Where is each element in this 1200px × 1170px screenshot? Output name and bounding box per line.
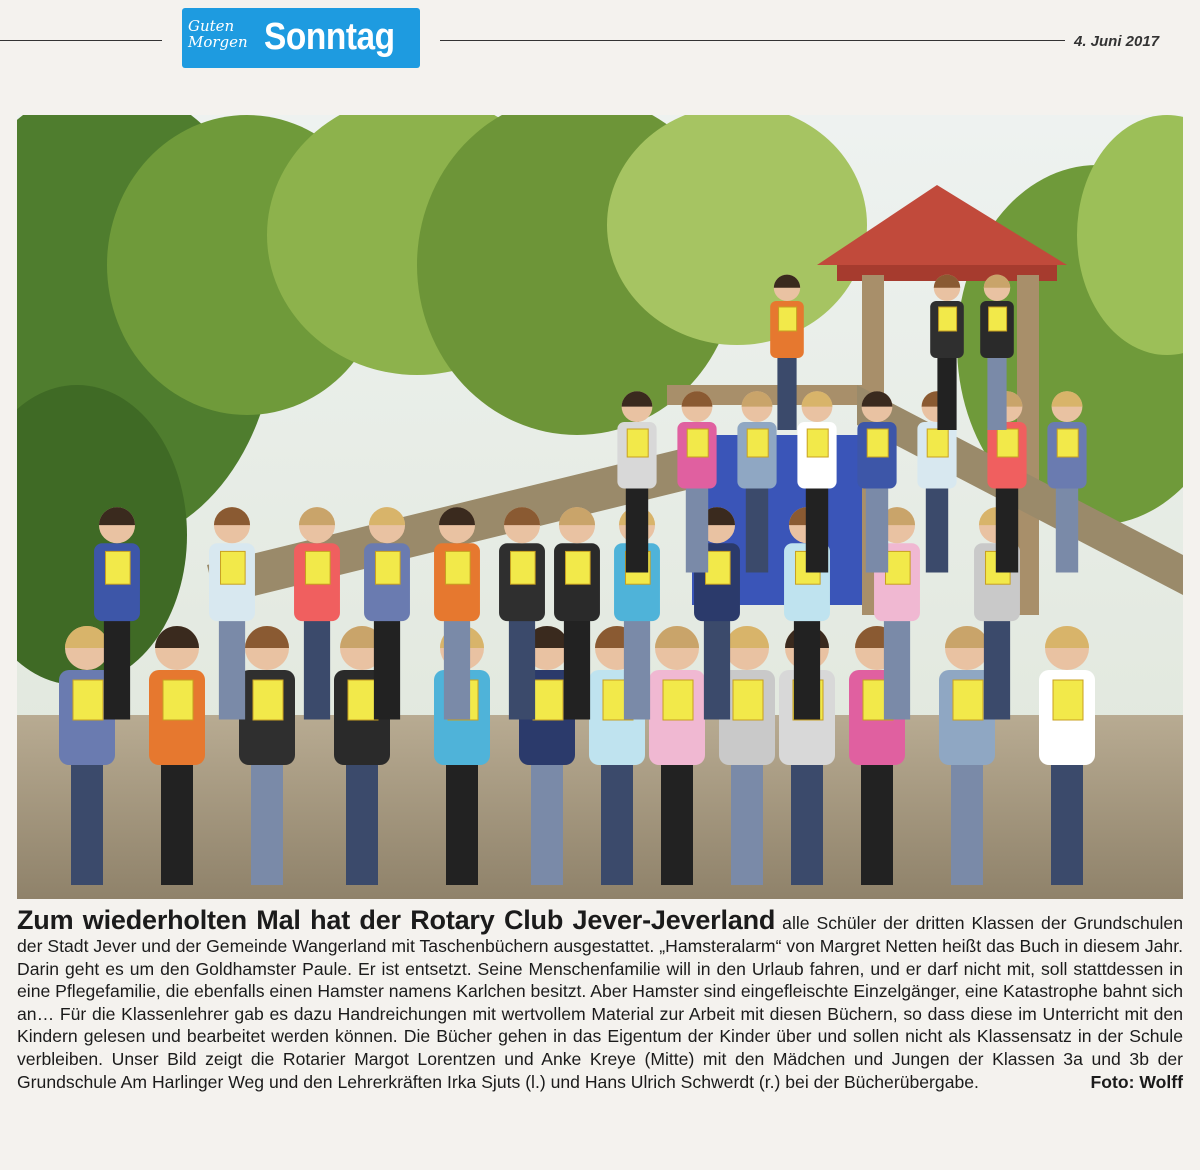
child-legs — [794, 613, 820, 720]
article-body: alle Schüler der dritten Klassen der Grundschulen der Stadt Jever und der Gemeinde Wangerland mit Taschenbüchern ausgestattet. „Hamsteralarm“ von Margret Netten heißt das Buch in diesem Jahr. Darin geht es um den Goldhamster Paule. Er ist entsetzt. Seine Menschenfamilie will in den Urlaub fahren, und er darf nicht mit, soll stattdessen in eine Pflegefamilie, die ebenfalls einen Hamster namens Karlchen besitzt. Aber Hamster sind eingefleischte Einzelgänger, eine Katastrophe bahnt sich an… Für die Klassenlehrer gab es dazu Handreichungen mit wertvollem Material zur Arbeit mit diesen Büchern, so dass diese im Unterricht mit den Kindern gelesen und bearbeitet werden können. Die Bücher gehen in das Eigentum der Kinder über und sollen nicht als Klassensatz in der Schule verbleiben. Unser Bild zeigt die Rotarier Margot Lorentzen und Anke Kreye (Mitte) mit den Mädchen und Jungen der Klassen 3a und 3b der Grundschule Am Harlinger Weg und den Lehrerkräften Irka Sjuts (l.) und Hans Ulrich Schwerdt (r.) bei der Bücherübergabe. — [17, 913, 1183, 1092]
child-legs — [1056, 482, 1078, 573]
article-headline: Zum wiederholten Mal hat der Rotary Club Jever-Jeverland — [17, 905, 776, 935]
book-hamsteralarm — [627, 429, 648, 457]
book-hamsteralarm — [1053, 680, 1083, 720]
child-legs — [806, 482, 828, 573]
child-legs — [601, 755, 633, 885]
book-hamsteralarm — [779, 307, 797, 331]
child-legs — [777, 352, 796, 430]
child-legs — [626, 482, 648, 573]
book-hamsteralarm — [997, 429, 1018, 457]
book-hamsteralarm — [446, 551, 471, 584]
book-hamsteralarm — [706, 551, 731, 584]
child-legs — [304, 613, 330, 720]
child-legs — [937, 352, 956, 430]
book-hamsteralarm — [348, 680, 378, 720]
child-legs — [791, 755, 823, 885]
child-legs — [951, 755, 983, 885]
child-legs — [861, 755, 893, 885]
masthead — [0, 0, 1200, 80]
child-legs — [104, 613, 130, 720]
child-legs — [731, 755, 763, 885]
newspaper-logo — [182, 8, 420, 68]
group-photo-illustration — [17, 115, 1183, 899]
child-legs — [374, 613, 400, 720]
book-hamsteralarm — [989, 307, 1007, 331]
masthead-rule-right — [440, 40, 1065, 41]
book-hamsteralarm — [953, 680, 983, 720]
child-legs — [996, 482, 1018, 573]
child-legs — [531, 755, 563, 885]
logo-small-text: Guten Morgen — [188, 17, 248, 51]
child-legs — [704, 613, 730, 720]
book-hamsteralarm — [566, 551, 591, 584]
masthead-rule-left — [0, 40, 162, 41]
book-hamsteralarm — [306, 551, 331, 584]
book-hamsteralarm — [663, 680, 693, 720]
book-hamsteralarm — [163, 680, 193, 720]
child-legs — [251, 755, 283, 885]
child-legs — [1051, 755, 1083, 885]
child-legs — [446, 755, 478, 885]
book-hamsteralarm — [376, 551, 401, 584]
book-hamsteralarm — [939, 307, 957, 331]
child-legs — [661, 755, 693, 885]
group-photo — [17, 115, 1183, 899]
photo-credit: Foto: Wolff — [1090, 1071, 1183, 1092]
book-hamsteralarm — [807, 429, 828, 457]
book-hamsteralarm — [221, 551, 246, 584]
book-hamsteralarm — [927, 429, 948, 457]
child-legs — [987, 352, 1006, 430]
book-hamsteralarm — [73, 680, 103, 720]
child-legs — [866, 482, 888, 573]
child-legs — [444, 613, 470, 720]
child-legs — [926, 482, 948, 573]
child-legs — [686, 482, 708, 573]
child-legs — [71, 755, 103, 885]
book-hamsteralarm — [867, 429, 888, 457]
book-hamsteralarm — [533, 680, 563, 720]
book-hamsteralarm — [511, 551, 536, 584]
book-hamsteralarm — [733, 680, 763, 720]
logo-big-text: Sonntag — [264, 16, 395, 58]
child-legs — [161, 755, 193, 885]
child-legs — [884, 613, 910, 720]
child-legs — [346, 755, 378, 885]
book-hamsteralarm — [106, 551, 131, 584]
child-legs — [624, 613, 650, 720]
child-legs — [746, 482, 768, 573]
book-hamsteralarm — [886, 551, 911, 584]
child-legs — [984, 613, 1010, 720]
book-hamsteralarm — [253, 680, 283, 720]
child-legs — [509, 613, 535, 720]
child-legs — [564, 613, 590, 720]
book-hamsteralarm — [1057, 429, 1078, 457]
photo-caption-article — [17, 905, 1183, 1093]
book-hamsteralarm — [747, 429, 768, 457]
issue-date: 4. Juni 2017 — [1074, 33, 1160, 50]
child-legs — [219, 613, 245, 720]
book-hamsteralarm — [687, 429, 708, 457]
